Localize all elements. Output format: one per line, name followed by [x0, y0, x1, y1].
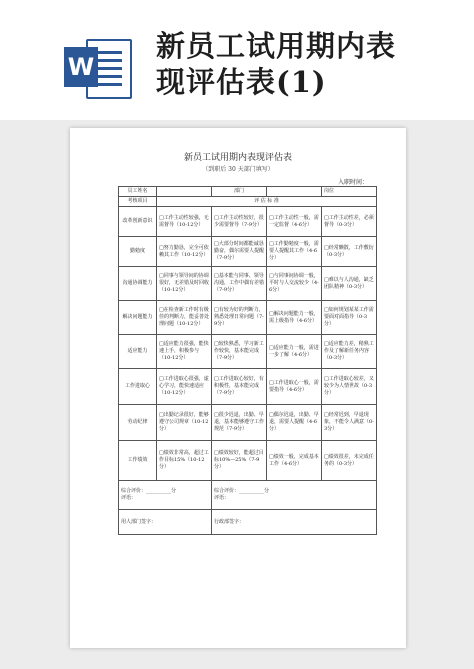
- dept-summary-cell[interactable]: [119, 481, 212, 510]
- criteria-level-option[interactable]: □经常迟到，早退现象，不能令人满意（0-3分）: [322, 405, 377, 441]
- admin-comment: 评语：: [214, 495, 230, 501]
- criteria-item: 沟通协调能力: [119, 267, 157, 301]
- admin-signature-label: 行政部签字：: [214, 518, 245, 525]
- criteria-level-option[interactable]: □工作进取心较好，有积极性，基本能完成（7-9分）: [212, 369, 267, 405]
- criteria-level-option[interactable]: □很少迟退，出勤、早退，基本能够遵守工作规范（7-9分）: [212, 405, 267, 441]
- criteria-level-option[interactable]: □适应能力很强，能快速上手，积极参与（10-12分）: [157, 335, 212, 369]
- evaluation-table: [118, 186, 377, 535]
- criteria-item: 勤勉度: [119, 237, 157, 267]
- employee-name-field[interactable]: [157, 187, 212, 197]
- criteria-row: [119, 369, 377, 405]
- criteria-level-option[interactable]: □工作主动性较好，很少需要督导（7-9分）: [212, 207, 267, 237]
- criteria-level-option[interactable]: □同事与领导间的协调很好，无差错及时回收（10-12分）: [157, 267, 212, 301]
- word-badge: W: [64, 47, 98, 87]
- criteria-level-option[interactable]: □基本能与同事、领导沟通，工作中偶有差错（7-9分）: [212, 267, 267, 301]
- criteria-level-option[interactable]: □工作进取心很强，虚心学习，能快速适应（10-12分）: [157, 369, 212, 405]
- summary-row: [119, 481, 377, 510]
- criteria-item: 改革创新意识: [119, 207, 157, 237]
- criteria-level-option[interactable]: □大部分时间都能诚恳勤奋，偶尔需要人提醒（7-9分）: [212, 237, 267, 267]
- criteria-level-option[interactable]: □绩效较好，能超过目标10%—25%（7-9分）: [212, 441, 267, 481]
- criteria-level-option[interactable]: □如何规划某某工作需要面对面指导（0-3分）: [322, 301, 377, 335]
- criteria-level-option[interactable]: □工作主动性一般，需一定监督（4-6分）: [267, 207, 322, 237]
- criteria-level-option[interactable]: □绩效非常高，超过工作目标15%（10-12分）: [157, 441, 212, 481]
- document-sheet: [70, 128, 406, 648]
- criteria-level-option[interactable]: □工作主动性较强，无需督导（10-12分）: [157, 207, 212, 237]
- criteria-level-option[interactable]: □适应能力差，稍熟工作及了解新任务内容（0-3分）: [322, 335, 377, 369]
- header-row: [119, 187, 377, 197]
- page-banner: [0, 0, 474, 120]
- criteria-level-option[interactable]: □工作主动性差，必须督导（0-3分）: [322, 207, 377, 237]
- criteria-item: 工作绩效: [119, 441, 157, 481]
- criteria-level-option[interactable]: □难以与人沟通，缺乏团队精神（0-3分）: [322, 267, 377, 301]
- department-label: 部门: [212, 187, 267, 197]
- criteria-level-option[interactable]: □工作进取心较差，又较少为人情世故（0-3分）: [322, 369, 377, 405]
- criteria-level-option[interactable]: □经常懒散，工作敷衍（0-3分）: [322, 237, 377, 267]
- criteria-level-option[interactable]: □出勤记录很好，能够遵守公司规章（10-12分）: [157, 405, 212, 441]
- document-subtitle: （到职后 30 天部门填写）: [202, 166, 274, 173]
- dept-signature-label: 用人部门签字：: [121, 518, 157, 525]
- criteria-item: 工作进取心: [119, 369, 157, 405]
- criteria-level-option[interactable]: □工作勤勉度一般，需要人提醒其工作（4-6分）: [267, 237, 322, 267]
- criteria-level-option[interactable]: □在检查新工作时有极佳的判断力，能妥善处理问题（10-12分）: [157, 301, 212, 335]
- admin-score: 综合评价：__________分: [214, 488, 270, 494]
- dept-score: 综合评价：__________分: [121, 488, 177, 494]
- dept-comment: 评语：: [121, 495, 137, 501]
- banner-title: [156, 28, 396, 100]
- criteria-row: [119, 441, 377, 481]
- criteria-item-header: 考核项目: [119, 197, 157, 207]
- admin-signature-cell[interactable]: [212, 510, 377, 535]
- criteria-item: 解决问题能力: [119, 301, 157, 335]
- criteria-row: [119, 237, 377, 267]
- criteria-item: 适应能力: [119, 335, 157, 369]
- criteria-level-option[interactable]: □绩效一般，完成基本工作（4-6分）: [267, 441, 322, 481]
- criteria-row: [119, 301, 377, 335]
- department-field[interactable]: [267, 187, 322, 197]
- criteria-row: [119, 405, 377, 441]
- document-title: 新员工试用期内表现评估表: [183, 153, 292, 163]
- signature-row: [119, 510, 377, 535]
- criteria-level-option[interactable]: □绩效很差，未完成任务的（0-3分）: [322, 441, 377, 481]
- criteria-header-row: [119, 197, 377, 207]
- criteria-level-option[interactable]: □较快熟悉，学习新工作较快，基本能完成（7-9分）: [212, 335, 267, 369]
- criteria-row: [119, 207, 377, 237]
- banner-title-line1: 新员工试用期内表: [156, 29, 397, 63]
- criteria-level-option[interactable]: □与同事间协调一般，平时与人交流较少（4-6分）: [267, 267, 322, 301]
- employee-name-label: 员工姓名: [119, 187, 157, 197]
- admin-summary-cell[interactable]: [212, 481, 377, 510]
- criteria-level-option[interactable]: □解决问题能力一般，需上级指导（4-6分）: [267, 301, 322, 335]
- position-label: 岗位: [324, 188, 335, 194]
- criteria-level-option[interactable]: □适应能力一般，需进一步了解（4-6分）: [267, 335, 322, 369]
- criteria-level-option[interactable]: □努力勤恳，完全可依赖其工作（10-12分）: [157, 237, 212, 267]
- criteria-item: 劳动纪律: [119, 405, 157, 441]
- dept-signature-cell[interactable]: [119, 510, 212, 535]
- criteria-level-option[interactable]: □有较为好的判断力，熟悉处理日常问题（7-9分）: [212, 301, 267, 335]
- word-document-icon: [62, 37, 132, 97]
- criteria-standard-header: 评 估 标 准: [157, 197, 377, 207]
- criteria-row: [119, 335, 377, 369]
- entry-date-label: 入职时间：: [337, 179, 368, 186]
- banner-title-line2: 现评估表(1): [156, 65, 327, 99]
- criteria-level-option[interactable]: □工作进取心一般，需要指导（4-6分）: [267, 369, 322, 405]
- criteria-level-option[interactable]: □偶尔迟退，出勤、早退，需要人提醒（4-6分）: [267, 405, 322, 441]
- position-cell: [322, 187, 377, 197]
- criteria-row: [119, 267, 377, 301]
